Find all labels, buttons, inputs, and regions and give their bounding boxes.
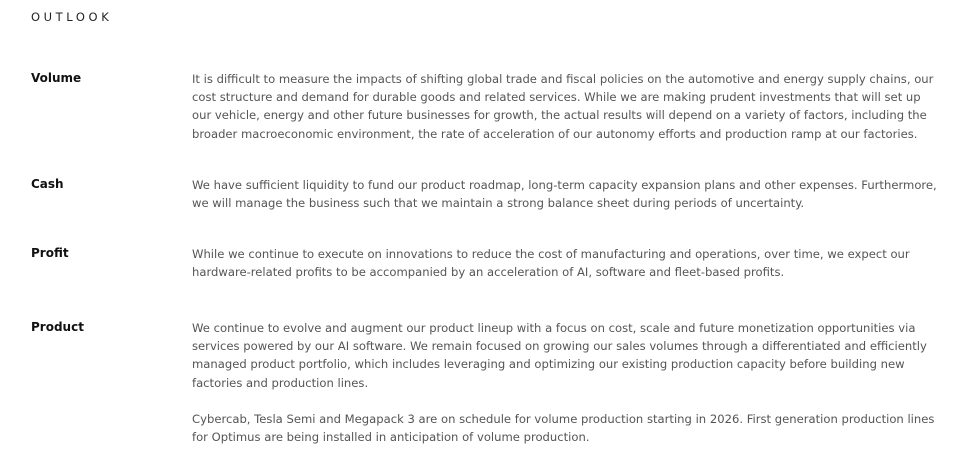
section-label: Product	[31, 320, 84, 334]
page-heading: OUTLOOK	[31, 10, 113, 24]
section-paragraph: While we continue to execute on innovations to reduce the cost of manufacturing and operations, over time, we expect our hardware-related profits to be accompanied by an acceleration of AI, software and fleet-based profits.	[192, 247, 910, 280]
section-label: Volume	[31, 71, 82, 85]
section-body	[192, 319, 937, 446]
section-label: Profit	[31, 246, 69, 260]
section-paragraph: It is difficult to measure the impacts of shifting global trade and fiscal policies on the automotive and energy supply chains, our cost structure and demand for durable goods and related services. While we are making prudent investments that will set up our vehicle, energy and other future businesses for growth, the actual results will depend on a variety of factors, including the broader macroeconomic environment, the rate of acceleration of our autonomy efforts and production ramp at our factories.	[192, 72, 934, 141]
section-paragraph: We have sufficient liquidity to fund our product roadmap, long-term capacity expansion plans and other expenses. Furthermore, we will manage the business such that we maintain a strong balance sheet during periods of uncertainty.	[192, 178, 937, 211]
section-body	[192, 176, 937, 212]
section-label: Cash	[31, 177, 64, 191]
section-paragraph: We continue to evolve and augment our product lineup with a focus on cost, scale and future monetization opportunities via services powered by our AI software. We remain focused on growing our sales volumes through a differentiated and efficiently managed product portfolio, which includes leveraging and optimizing our existing production capacity before building new factories and production lines.	[192, 321, 927, 390]
section-body	[192, 245, 937, 281]
section-body	[192, 70, 937, 143]
section-paragraph: Cybercab, Tesla Semi and Megapack 3 are on schedule for volume production starting in 2026. First generation production lines for Optimus are being installed in anticipation of volume production.	[192, 411, 935, 445]
